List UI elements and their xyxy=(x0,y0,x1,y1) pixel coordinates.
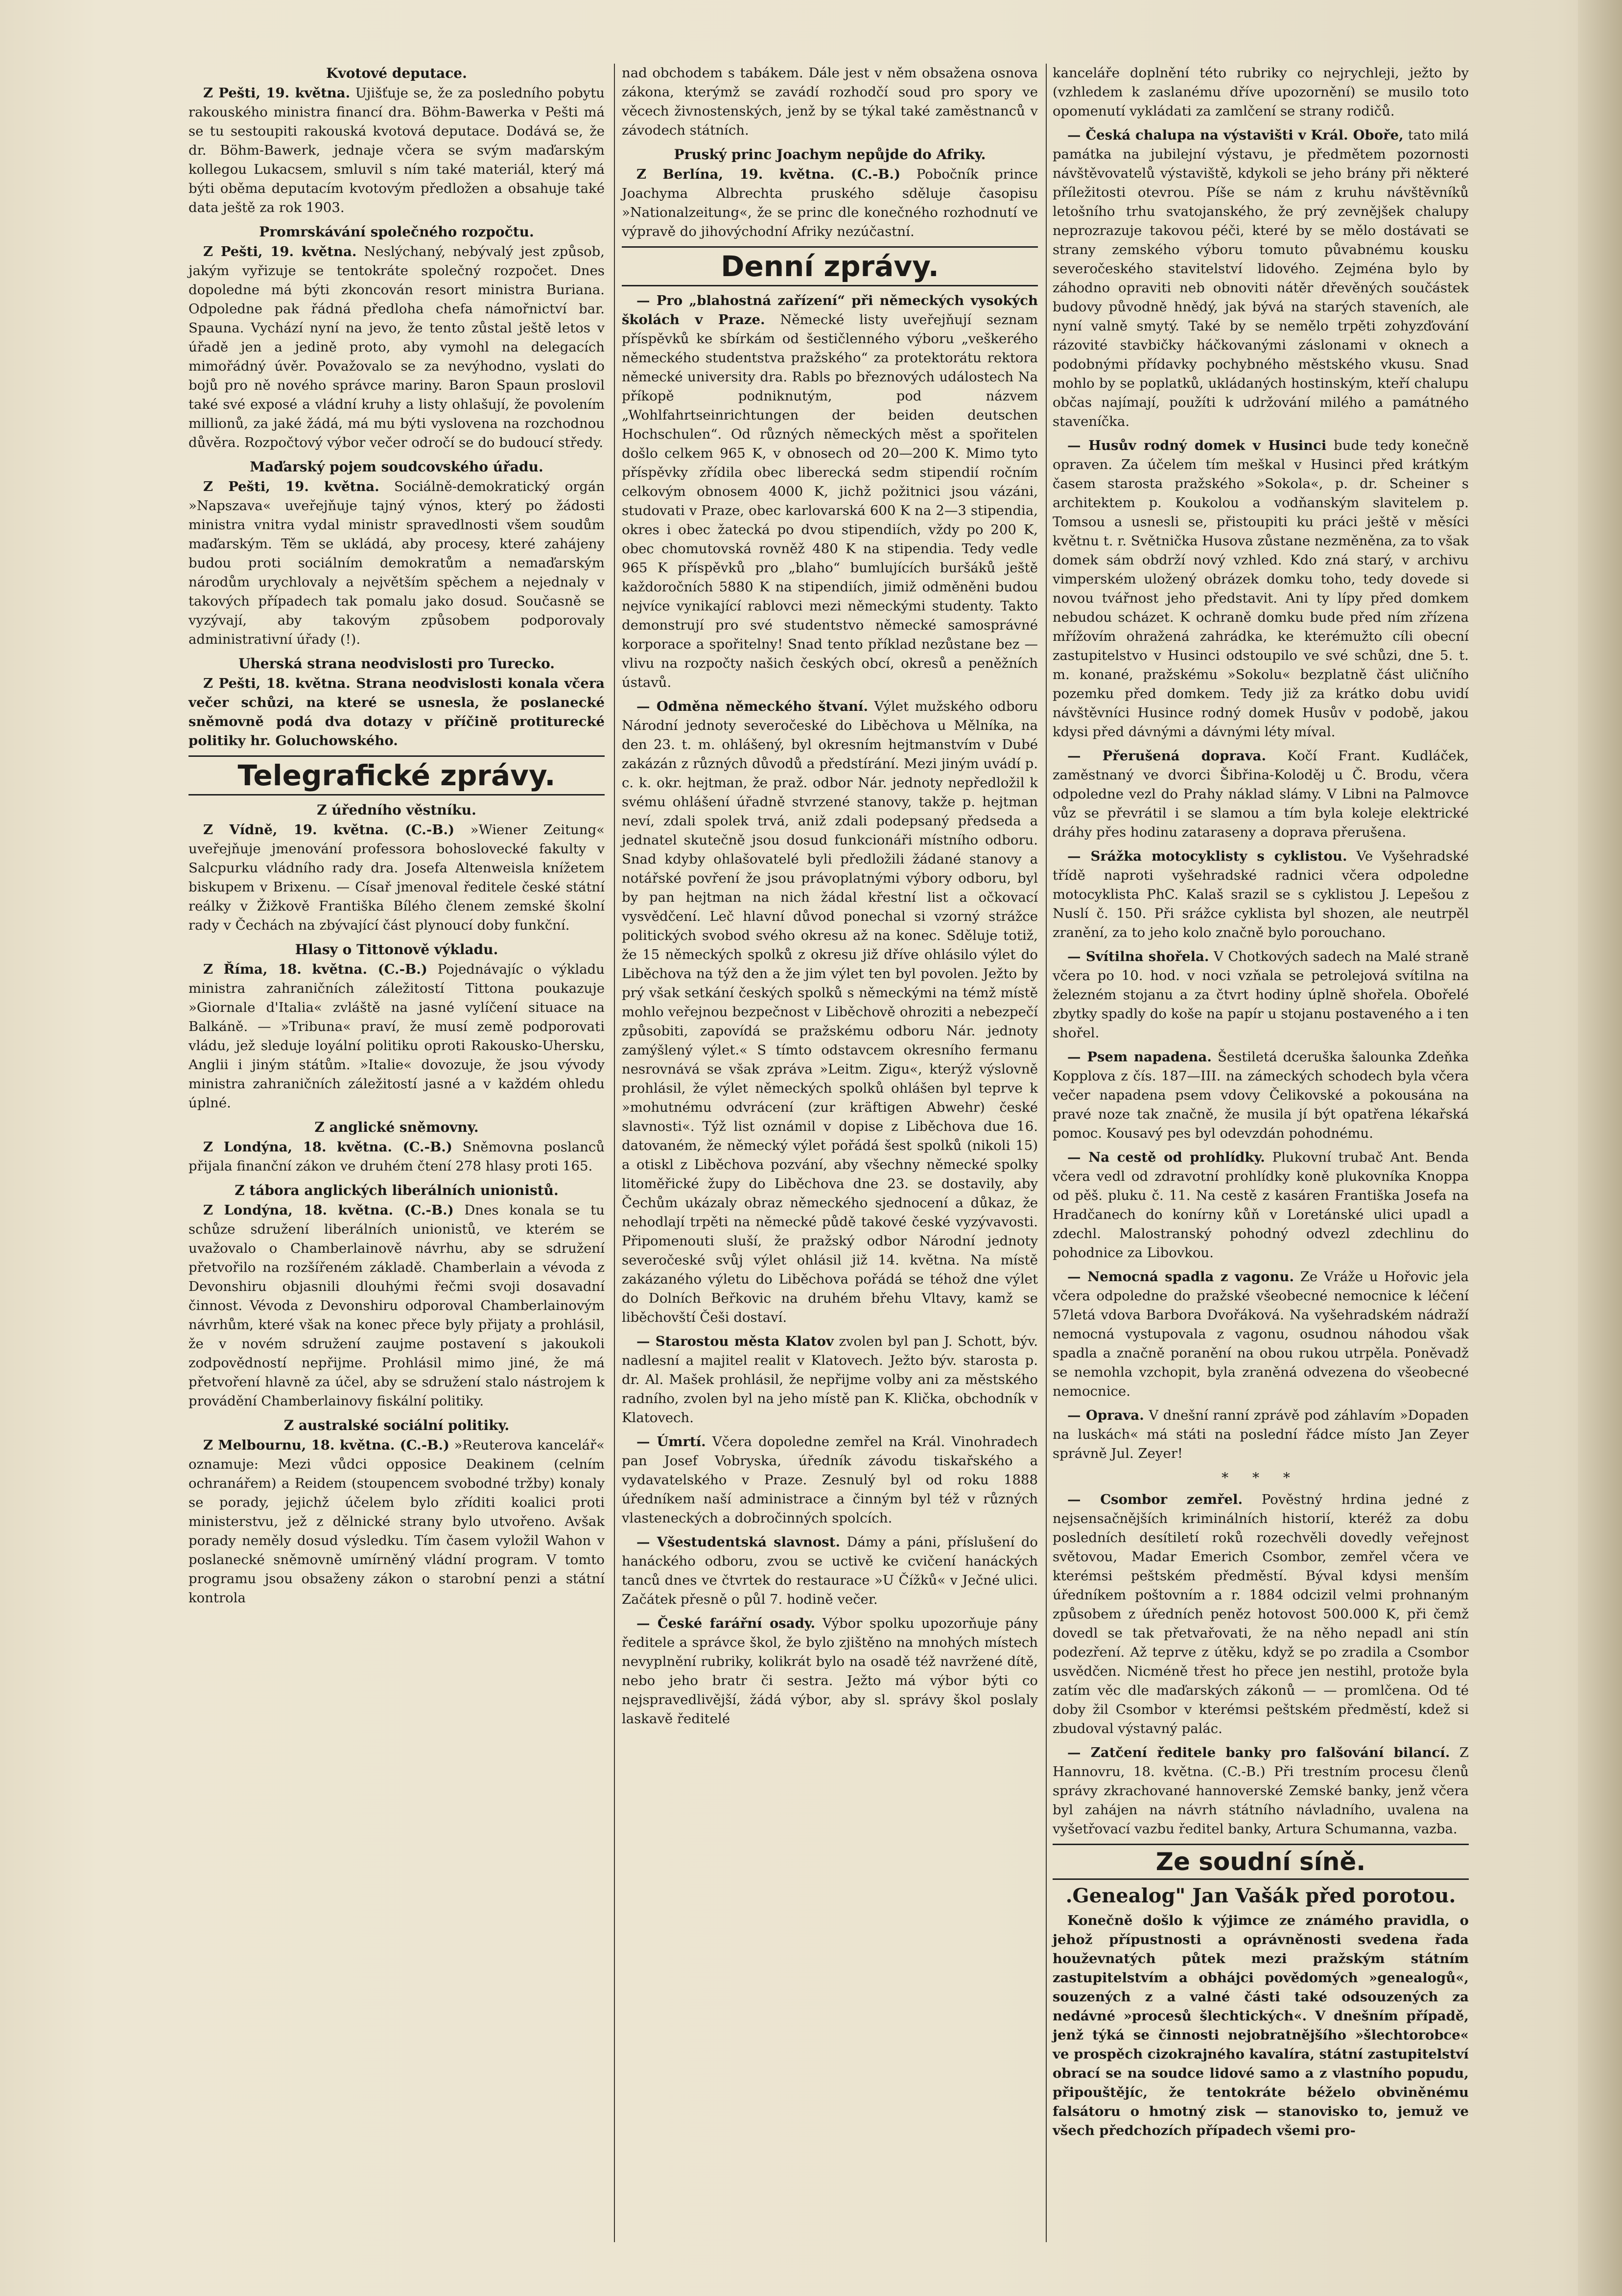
article-text: Sociálně-demokratický orgán »Napszava« uveřejňuje tajný výnos, který po žádosti ministra vnitra vydal ministr spravedlnosti všem soudům maďarským. Těm se ukládá, aby procesy, které zahájeny budou proti sociálním demokratům a nemaďarským národům urychlovaly a největším spěchem a nejednaly v takových případech tak pomalu jako dosud. Současně se vyzývají, aby takovým způsobem podporovaly administrativní úřady (!). xyxy=(188,479,605,647)
stars-divider: * * * xyxy=(1222,1470,1300,1486)
news-item: — Svítilna shořela. V Chotkových sadech na Malé straně včera po 10. hod. v noci vzňala se petrolejová svítilna na železném stojanu a za čtvrt hodiny úplně shořela. Obořelé zbytky spadly do koše na papír u stojanu postaveného a i ten shořel. xyxy=(1053,949,1469,1041)
dateline: Z Berlína, 19. května. (C.-B.) xyxy=(636,166,901,182)
news-item: — Nemocná spadla z vagonu. Ze Vráže u Hořovic jela včera odpoledne do pražské všeobecné nemocnice k léčení 57letá vdova Barbora Dvořáková. Na vyšehradském nádraží nemocná vystupovala z vagonu, osudnou náhodou však spadla a značně poranění na obou rukou utrpěla. Poněvadž se nemohla vzchopit, byla zraněná odvezena do všeobecné nemocnice. xyxy=(1053,1269,1469,1399)
news-item: — Oprava. V dnešní ranní zprávě pod záhlavím »Dopaden na luskách« má státi na poslední řádce místo Jan Zeyer správně Jul. Zeyer! xyxy=(1053,1407,1469,1461)
article xyxy=(188,222,605,452)
article-text: Neslýchaný, nebývalý jest způsob, jakým vyřizuje se tentokráte společný rozpočet. Dnes dopoledne má býti zkoncován resort ministra Buriana. Odpoledne pak řádná předloha chefa námořnictví bar. Spauna. Vychází nyní na jevo, že tento zůstal ještě letos v úřadě jen a jedině proto, aby vymohl na delegacích mimořádný úvěr. Považovalo se za nevýhodno, vyslati do bojů pro ně nového správce mariny. Baron Spaun proslovil také své exposé a vládní kruhy a listy ohlašují, že povolením millionů, za jaké žádá, má mu býti vyslovena na rozchodnou důvěra. Rozpočtový výbor večer odročí se do budoucí středy. xyxy=(188,244,605,450)
dateline: Z Říma, 18. května. (C.-B.) xyxy=(203,961,427,977)
article-title: Kvotové deputace. xyxy=(326,65,467,81)
dateline: Z Pešti, 19. května. xyxy=(203,85,351,101)
dateline: Z Pešti, 19. května. xyxy=(203,479,379,494)
news-item: — České farářní osady. Výbor spolku upozorňuje pány ředitele a správce škol, že bylo zjištěno na mnohých místech nevyplnění rubriky, kolikrát bylo na osadě též navržené dítě, nebo jeho bratr či sestra. Ježto má výbor býti co nejspravedlivější, žádá výbor, aby sl. správy škol poslaly laskavě ředitelé xyxy=(622,1616,1038,1727)
news-item: — Přerušená doprava. Kočí Frant. Kudláček, zaměstnaný ve dvorci Šibřina-Koloděj u Č. Brodu, včera odpoledne vezl do Prahy náklad slámy. V Libni na Palmovce vůz se převrátil i se slamou a tím byla koleje elektrické dráhy přes hodinu zataraseny a doprava přerušena. xyxy=(1053,748,1469,840)
news-item: — Zatčení ředitele banky pro falšování bilancí. Z Hannovru, 18. května. (C.-B.) Při trestním procesu členů správy zkrachované hannoverské Zemské banky, jenž včera byl zahájen na návrh státního návladního, uvalena na vyšetřovací vazbu ředitel banky, Artura Schumanna, vazba. xyxy=(1053,1745,1469,1837)
article-title: Maďarský pojem soudcovského úřadu. xyxy=(250,459,543,475)
article-text: Dnes konala se tu schůze sdružení liberálních unionistů, ve kterém se uvažovalo o Chamberlainově návrhu, aby se sdružení přetvořilo na rozšířeném základě. Chamberlain a vévoda z Devonshiru objasnili dlouhými řečmi svoji dosavadní činnost. Vévoda z Devonshiru odporoval Chamberlainovým návrhům, které však na konec přece byly přijaty a prohlásil, že v novém sdružení zaujme postavení s jakoukoli zodpovědností nepřijme. Prohlásil mimo jiné, že má přetvoření hlavně za účel, aby se sdružení stalo nástrojem k provádění Chamberlainovy fiskální politiky. xyxy=(188,1202,605,1409)
section-heading-daily-news: Denní zprávy. xyxy=(622,246,1038,286)
article-text: »Wiener Zeitung« uveřejňuje jmenování professora bohoslovecké fakulty v Salcpurku vládního rady dra. Josefa Altenweisla knížetem biskupem v Brixenu. — Císař jmenoval ředitele české státní reálky v Žižkově Františka Bílého členem zemské školní rady v Čechách na zbývající část plynoucí doby funkční. xyxy=(188,822,605,933)
article-title: Z australské sociální politiky. xyxy=(283,1417,510,1433)
article-text: Konečně došlo k výjimce ze známého pravidla, o jehož přípustnosti a oprávněnosti svedena řada houževnatých půtek mezi pražským státním zastupitelstvím a obhájci povědomých »genealogů«, souzených z a valné části také odsouzených za nedávné »procesů šlechtických«. V dnešním případě, jenž týká se činnosti nejobratnějšího »šlechtorobce« ve prospěch cizokrajného kavalíra, státní zastupitelství obrací se na soudce lidové samo a z vlastního popudu, připouštějíc, že tentokráte béželo obviněnému falsátoru o hmotný zisk — stanovisko to, jemuž ve všech předchozích případech všemi pro- xyxy=(1053,1913,1469,2138)
section-heading-court: Ze soudní síně. xyxy=(1053,1844,1469,1880)
article xyxy=(188,457,605,649)
article-title: Pruský princ Joachym nepůjde do Afriky. xyxy=(674,146,986,163)
column-rule-1 xyxy=(614,64,615,2242)
article-text: »Reuterova kancelář« oznamuje: Mezi vůdci opposice Deakinem (celním ochranářem) a Reidem (stoupencem svobodné tržby) konaly se porady, jejichž účelem bylo zříditi koalici proti ministerstvu, jež z dělnické strany bylo utvořeno. Avšak porady neměly dosud výsledku. Tím časem vyložil Wahon v poslanecké sněmovně umírněný vládní program. V tomto programu jsou obsaženy zákon o starobní penzi a státní kontrola xyxy=(188,1437,605,1606)
article-text: Pojednávajíc o výkladu ministra zahraničních záležitostí Tittona poukazuje »Giornale d'Italia« zvláště na jasné vylíčení situace na Balkáně. — »Tribuna« praví, že musí země podporovati vládu, jež sleduje loyální politiku oproti Rakousko-Uhersku, Anglii i jiným státům. »Italie« dovozuje, že jsou vývody ministra zahraničních záležitostí jasné a v každém ohledu úplné. xyxy=(188,961,605,1111)
news-item: — Úmrtí. Včera dopoledne zemřel na Král. Vinohradech pan Josef Vobryska, úředník závodu tiskařského a vydavatelského v Praze. Zesnulý byl od roku 1888 úředníkem naší administrace a činným byl též v různých vlasteneckých a dobročinných spolcích. xyxy=(622,1434,1038,1526)
news-item: — Česká chalupa na výstavišti v Král. Oboře, tato milá památka na jubilejní výstavu, je předmětem pozornosti návštěvovatelů výstaviště, kdykoli se jeho brány při některé příležitosti otevrou. Píše se nám z kruhu návštěvníků letošního trhu svatojanského, že prý zevnějšek chalupy neprozrazuje takovou péči, které by se mělo dostávati se strany zemského výboru tomuto půvabnému kousku severočeského stavitelství lidového. Zejména bylo by záhodno opraviti neb obnoviti nátěr dřevěných součástek budovy původně hnědý, jak bývá na starých staveních, ale nyní valně smytý. Také by se nemělo trpěti zohyzďování rázovité stavbičky háčkovanými záslonami v oknech a podobnými přídavky pochybného městského vkusu. Snad mohlo by se poplatků, ukládaných hostinským, kteří chalupu občas najímají, použíti k udržování milého a památného staveníčka. xyxy=(1053,127,1469,429)
article-title: Promrskávání společného rozpočtu. xyxy=(259,224,534,240)
article-text: Ujišťuje se, že za posledního pobytu rakouského ministra financí dra. Böhm-Bawerka v Pešti má se tu sestoupiti rakouská kvotová deputace. Dodává se, že dr. Böhm-Bawerk, jednaje včera se svým maďarským kollegou Lukacsem, smluvil s ním také materiál, který má býti oběma deputacím kvotovým předložen a obsahuje také data ještě za rok 1903. xyxy=(188,85,605,215)
dateline: Z Melbournu, 18. května. (C.-B.) xyxy=(203,1437,449,1453)
dateline: Z Vídně, 19. května. (C.-B.) xyxy=(203,822,455,838)
article-title: Uherská strana neodvislosti pro Turecko. xyxy=(238,656,555,672)
news-item: — Husův rodný domek v Husinci bude tedy konečně opraven. Za účelem tím meškal v Husinci před krátkým časem starosta pražského »Sokola«, p. dr. Scheiner s architektem p. Koukolou a vodňanským slavitelem p. Tomsou a usnesli se, přistoupiti ku práci ještě v měsíci květnu t. r. Světnička Husova zůstane nezměněna, za to však domek sám obdrží nový vzhled. Kdo zná starý, v archivu vimperském uložený obrázek domku toho, tedy dovede si novou tvářnost jeho představit. Ani ty lípy před domkem nebudou scházet. K ochraně domku bude před ním zřízena mřížovím ohražená zahrádka, ke kterémužto cíli obecní zastupitelstvo v Husinci odstoupilo ve své schůzi, dne 5. t. m. konané, pražskému »Sokolu« bezplatně část uličního pozemku před domkem. Tedy již za krátko dobu uvidí návštěvníci Husince rodný domek Husův v podobě, jakou kdysi před dávnými a dávnými léty míval. xyxy=(1053,438,1469,740)
article-title: Z anglické sněmovny. xyxy=(314,1119,479,1135)
news-item: — Na cestě od prohlídky. Plukovní trubač Ant. Benda včera vedl od zdravotní prohlídky koně plukovníka Knoppa od pěš. pluku č. 11. Na cestě z kasáren Františka Josefa na Hradčanech do konírny kůň v Loretánské ulici upadl a zdechl. Malostranský pohodný odvezl zdechlinu do pohodnice za Libovkou. xyxy=(1053,1149,1469,1261)
news-item: — Starostou města Klatov zvolen byl pan J. Schott, býv. nadlesní a majitel realit v Klatovech. Ježto býv. starosta p. dr. Al. Mašek prohlásil, že nepřijme volby ani za městského radního, zvolen byl na jeho místě pan K. Klička, obchodník v Klatovech. xyxy=(622,1334,1038,1426)
article-text: Strana neodvislosti konala včera večer schůzi, na které se usnesla, že poslanecké sněmovně podá dva dotazy v příčině protiturecké politiky hr. Goluchowského. xyxy=(188,676,605,749)
article-text: kanceláře doplnění této rubriky co nejrychleji, ježto by (vzhledem k zaslanému dříve upozornění) se musilo toto opomenutí vykládati za zamlčení se strany rodičů. xyxy=(1053,65,1469,119)
article-text: Sněmovna poslanců přijala finanční zákon ve druhém čtení 278 hlasy proti 165. xyxy=(188,1139,605,1174)
sub-heading: Z úředního věstníku. xyxy=(317,802,476,818)
article xyxy=(188,64,605,217)
news-item: — Csombor zemřel. Pověstný hrdina jedné z nejsensačnějších kriminálních historií, kteréž za dobu posledních desítiletí roků rozechvěli dovedly veřejnost světovou, Madar Emerich Csombor, zemřel včera ve kterémsi peštském předměstí. Býval kdysi menším úředníkem poštovním a r. 1884 odcizil velmi prohnaným způsobem z úředních peněz hotovost 500.000 K, při čemž dovedl se tak přetvařovati, že na něho nepadl ani stín podezření. Až teprve z útěku, když se po zradila a Csombor usvědčen. Nicméně třest ho přece jen nestihl, protože byla zatím věc dle maďarských zákonů — — promlčena. Od té doby žil Csombor v kterémsi peštském předměstí, kdež si zbudoval výstavný palác. xyxy=(1053,1492,1469,1736)
article-text: nad obchodem s tabákem. Dále jest v něm obsažena osnova zákona, kterýmž se zavádí rozhodčí soud pro spory ve věcech živnostenských, jenž by se týkal také zaměstnanců v závodech státních. xyxy=(622,65,1038,138)
article-text: Pobočník prince Joachyma Albrechta pruského sděluje časopisu »Nationalzeitung«, že se princ dle konečného rozhodnutí ve výpravě do jihovýchodní Afriky nezúčastní. xyxy=(622,166,1038,239)
news-item: — Všestudentská slavnost. Dámy a páni, příslušení do hanáckého odboru, zvou se uctivě ke cvičení hanáckých tanců dnes ve čtvrtek do restaurace »U Čížků« v Ječné ulici. Začátek přesně o půl 7. hodině večer. xyxy=(622,1534,1038,1607)
page-edge xyxy=(1578,0,1622,2296)
column-1 xyxy=(188,64,605,1613)
column-3 xyxy=(1053,64,1469,2145)
section-heading-telegrams: Telegrafické zprávy. xyxy=(188,755,605,796)
court-article-title: .Genealog" Jan Vašák před porotou. xyxy=(1065,1884,1456,1907)
dateline: Z Londýna, 18. května. (C.-B.) xyxy=(203,1139,452,1155)
column-rule-2 xyxy=(1046,64,1047,2242)
dateline: Z Pešti, 18. května. xyxy=(203,676,351,691)
news-item: — Pro „blahostná zařízení“ při německých vysokých školách v Praze. Německé listy uveřejňují seznam příspěvků ke sbírkám od šestičlenného výboru „veškerého německého studentstva pražského“ za protektorátu rektora německé university dra. Rabls po březnových událostech Na příkopě podniknutým, pod názvem „Wohlfahrtseinrichtungen der beiden deutschen Hochschulen“. Od různých německých měst a spořitelen došlo celkem 965 K, v obnosech od 20—200 K. Mimo tyto příspěvky zřídila obec liberecká sedm stipendií ročním celkovým obnosem 4000 K, jichž požitnici jsou vázáni, studovati v Praze, obec karlovarská 600 K na 2—3 stipendia, okres i obec žatecká po dvou stipendiích, vždy po 200 K, obec chomutovská rovněž 480 K na stipendia. Tedy vedle 965 K příspěvků pro „blaho“ bumlujících buršáků ještě každoročních 5880 K na stipendiích, jimiž odměněni budou nejvíce vynikající rablovci mezi německými studenty. Takto demonstrují pro své studentstvo německé samosprávné korporace a spořitelny! Snad tento příklad nezůstane bez — vlivu na rozpočty našich českých obcí, okresů a peněžních ústavů. xyxy=(622,293,1038,690)
dateline: Z Londýna, 18. května. (C.-B.) xyxy=(203,1202,454,1218)
news-item: — Psem napadena. Šestiletá dceruška šalounka Zdeňka Kopplova z čís. 187—III. na zámeckých schodech byla včera večer napadena psem vdovy Čelikovské a pokousána na pravé noze tak značně, že musila jí být opatřena lékařská pomoc. Kousavý pes byl odevzdán pohodnému. xyxy=(1053,1049,1469,1141)
article-title: Hlasy o Tittonově výkladu. xyxy=(295,941,498,958)
news-item: — Srážka motocyklisty s cyklistou. Ve Vyšehradské třídě naproti vyšehradské radnici včera odpoledne motocyklista PhC. Kalaš srazil se s cyklistou J. Lepešou z Nuslí č. 150. Při srážce cyklista byl shozen, ale neutrpěl zranění, za to jeho kolo značně bylo porouchano. xyxy=(1053,848,1469,940)
article-title: Z tábora anglických liberálních unionistů. xyxy=(235,1182,559,1198)
article xyxy=(188,654,605,750)
column-2 xyxy=(622,64,1038,1734)
dateline: Z Pešti, 19. května. xyxy=(203,244,357,259)
news-item: — Odměna německého štvaní. Výlet mužského odboru Národní jednoty severočeské do Liběchova u Mělníka, na den 23. t. m. ohlášený, byl okresním hejtmanstvím v Dubé zakázán z různých důvodů a předstírání. Mezi jiným uvádí p. c. k. okr. hejtman, že praž. odbor Nár. jednoty nepředložil k svému ohlášení úřadně stvrzené stanovy, takže p. hejtman neví, zdali spolek trvá, aniž zdali podepsaný předseda a jednatel skutečně jsou dosud funkcionáři místního odboru. Snad kdyby ohlašovatelé byli předložili žádané stanovy a notářské povření že jsou právoplatnými výbory odboru, byl by pan hejtman na nich žádal křestní list a očkovací vysvědčení. Leč hlavní důvod ponechal si vzorný strážce politických svobod svého okresu až na konec. Sděluje totiž, že 15 německých spolků z okresu již dříve ohlásilo výlet do Liběchova na týž den a že jim výlet ten byl povolen. Ježto by prý však setkání českých spolků s německými na témž místě mohlo veřejnou bezpečnost v Liběchově ohroziti a nebezpečí způsobiti, zapovídá se pražskému odboru Nár. jednoty zamýšlený výlet.« S tímto odstavcem okresního fermanu nesrovnává se však zpráva »Leitm. Zigu«, kterýž výslovně prohlásil, že výlet německých spolků ohlášen byl teprve k »mohutnému odvrácení (zur kräftigen Abwehr) české slavnosti«. Týž list oznámil v dopise z Liběchova due 16. datovaném, že německý výlet pořádá šest spolků (nikoli 15) a otiskl z Liběchova pozvání, aby všechny německé spolky litoměřické župy do Liběchova dne 23. se dostavily, aby Čechům ukázaly obraz německého sjednocení a důkaz, že nehodlají trpěti na německé půdě takové české vyzývavosti. Připomenouti sluší, že pražský odbor Národní jednoty severočeské svůj výlet ohlásil již 14. května. Na místě zakázaného výletu do Liběchova pořádá se téhož dne výlet do Dolních Beřkovic na druhém břehu Vltavy, kamž se liběchovští Češi dostaví. xyxy=(622,699,1038,1325)
